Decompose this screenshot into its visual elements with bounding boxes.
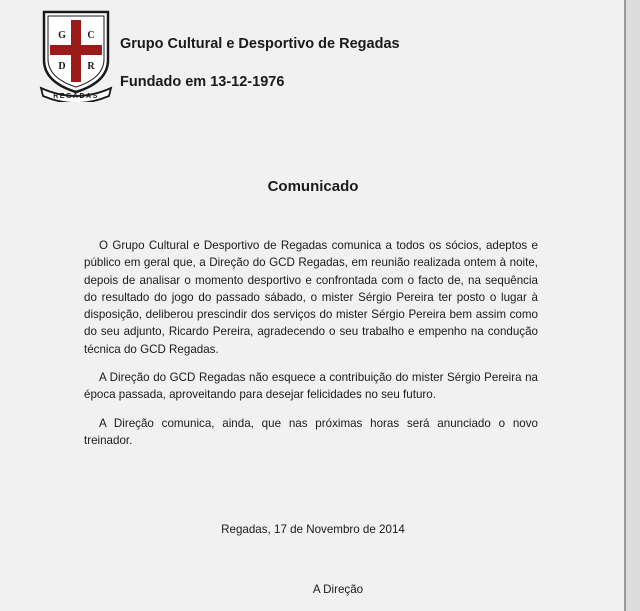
- crest-letter-3: D: [58, 61, 66, 72]
- page-margin: [626, 0, 640, 611]
- club-crest-logo: [38, 8, 114, 102]
- body-paragraph: A Direção comunica, ainda, que nas próximas horas será anunciado o novo treinador.: [84, 416, 538, 447]
- crest-letter-1: G: [58, 30, 66, 41]
- signature: A Direção: [312, 583, 364, 596]
- founded-date: Fundado em 13-12-1976: [120, 74, 285, 90]
- body-paragraph: A Direção do GCD Regadas não esquece a contribuição do mister Sérgio Pereira na época passada, aproveitando para desejar felicidades no seu futuro.: [84, 371, 538, 402]
- crest-ribbon-text: REGADAS: [53, 93, 99, 100]
- document-title: Comunicado: [267, 178, 359, 195]
- crest-letter-4: R: [87, 61, 95, 72]
- body-paragraph: O Grupo Cultural e Desportivo de Regadas comunica a todos os sócios, adeptos e público em geral que, a Direção do GCD Regadas, em reunião realizada ontem à noite, depois de analisar o momento desportivo e confrontada com o facto de, na sequência do resultado do jogo do passado sábado, o mister Sérgio Pereira ter posto o lugar à disposição, deliberou prescindir dos serviços do mister Sérgio Pereira bem assim como do seu adjunto, Ricardo Pereira, agradecendo o seu trabalho e empenho na condução técnica do GCD Regadas.: [84, 239, 538, 356]
- crest-letter-2: C: [87, 30, 95, 41]
- organization-name: Grupo Cultural e Desportivo de Regadas: [120, 36, 400, 52]
- crest-cross-horizontal: [50, 45, 102, 55]
- date-line: Regadas, 17 de Novembro de 2014: [221, 523, 405, 536]
- document-body: [84, 237, 538, 460]
